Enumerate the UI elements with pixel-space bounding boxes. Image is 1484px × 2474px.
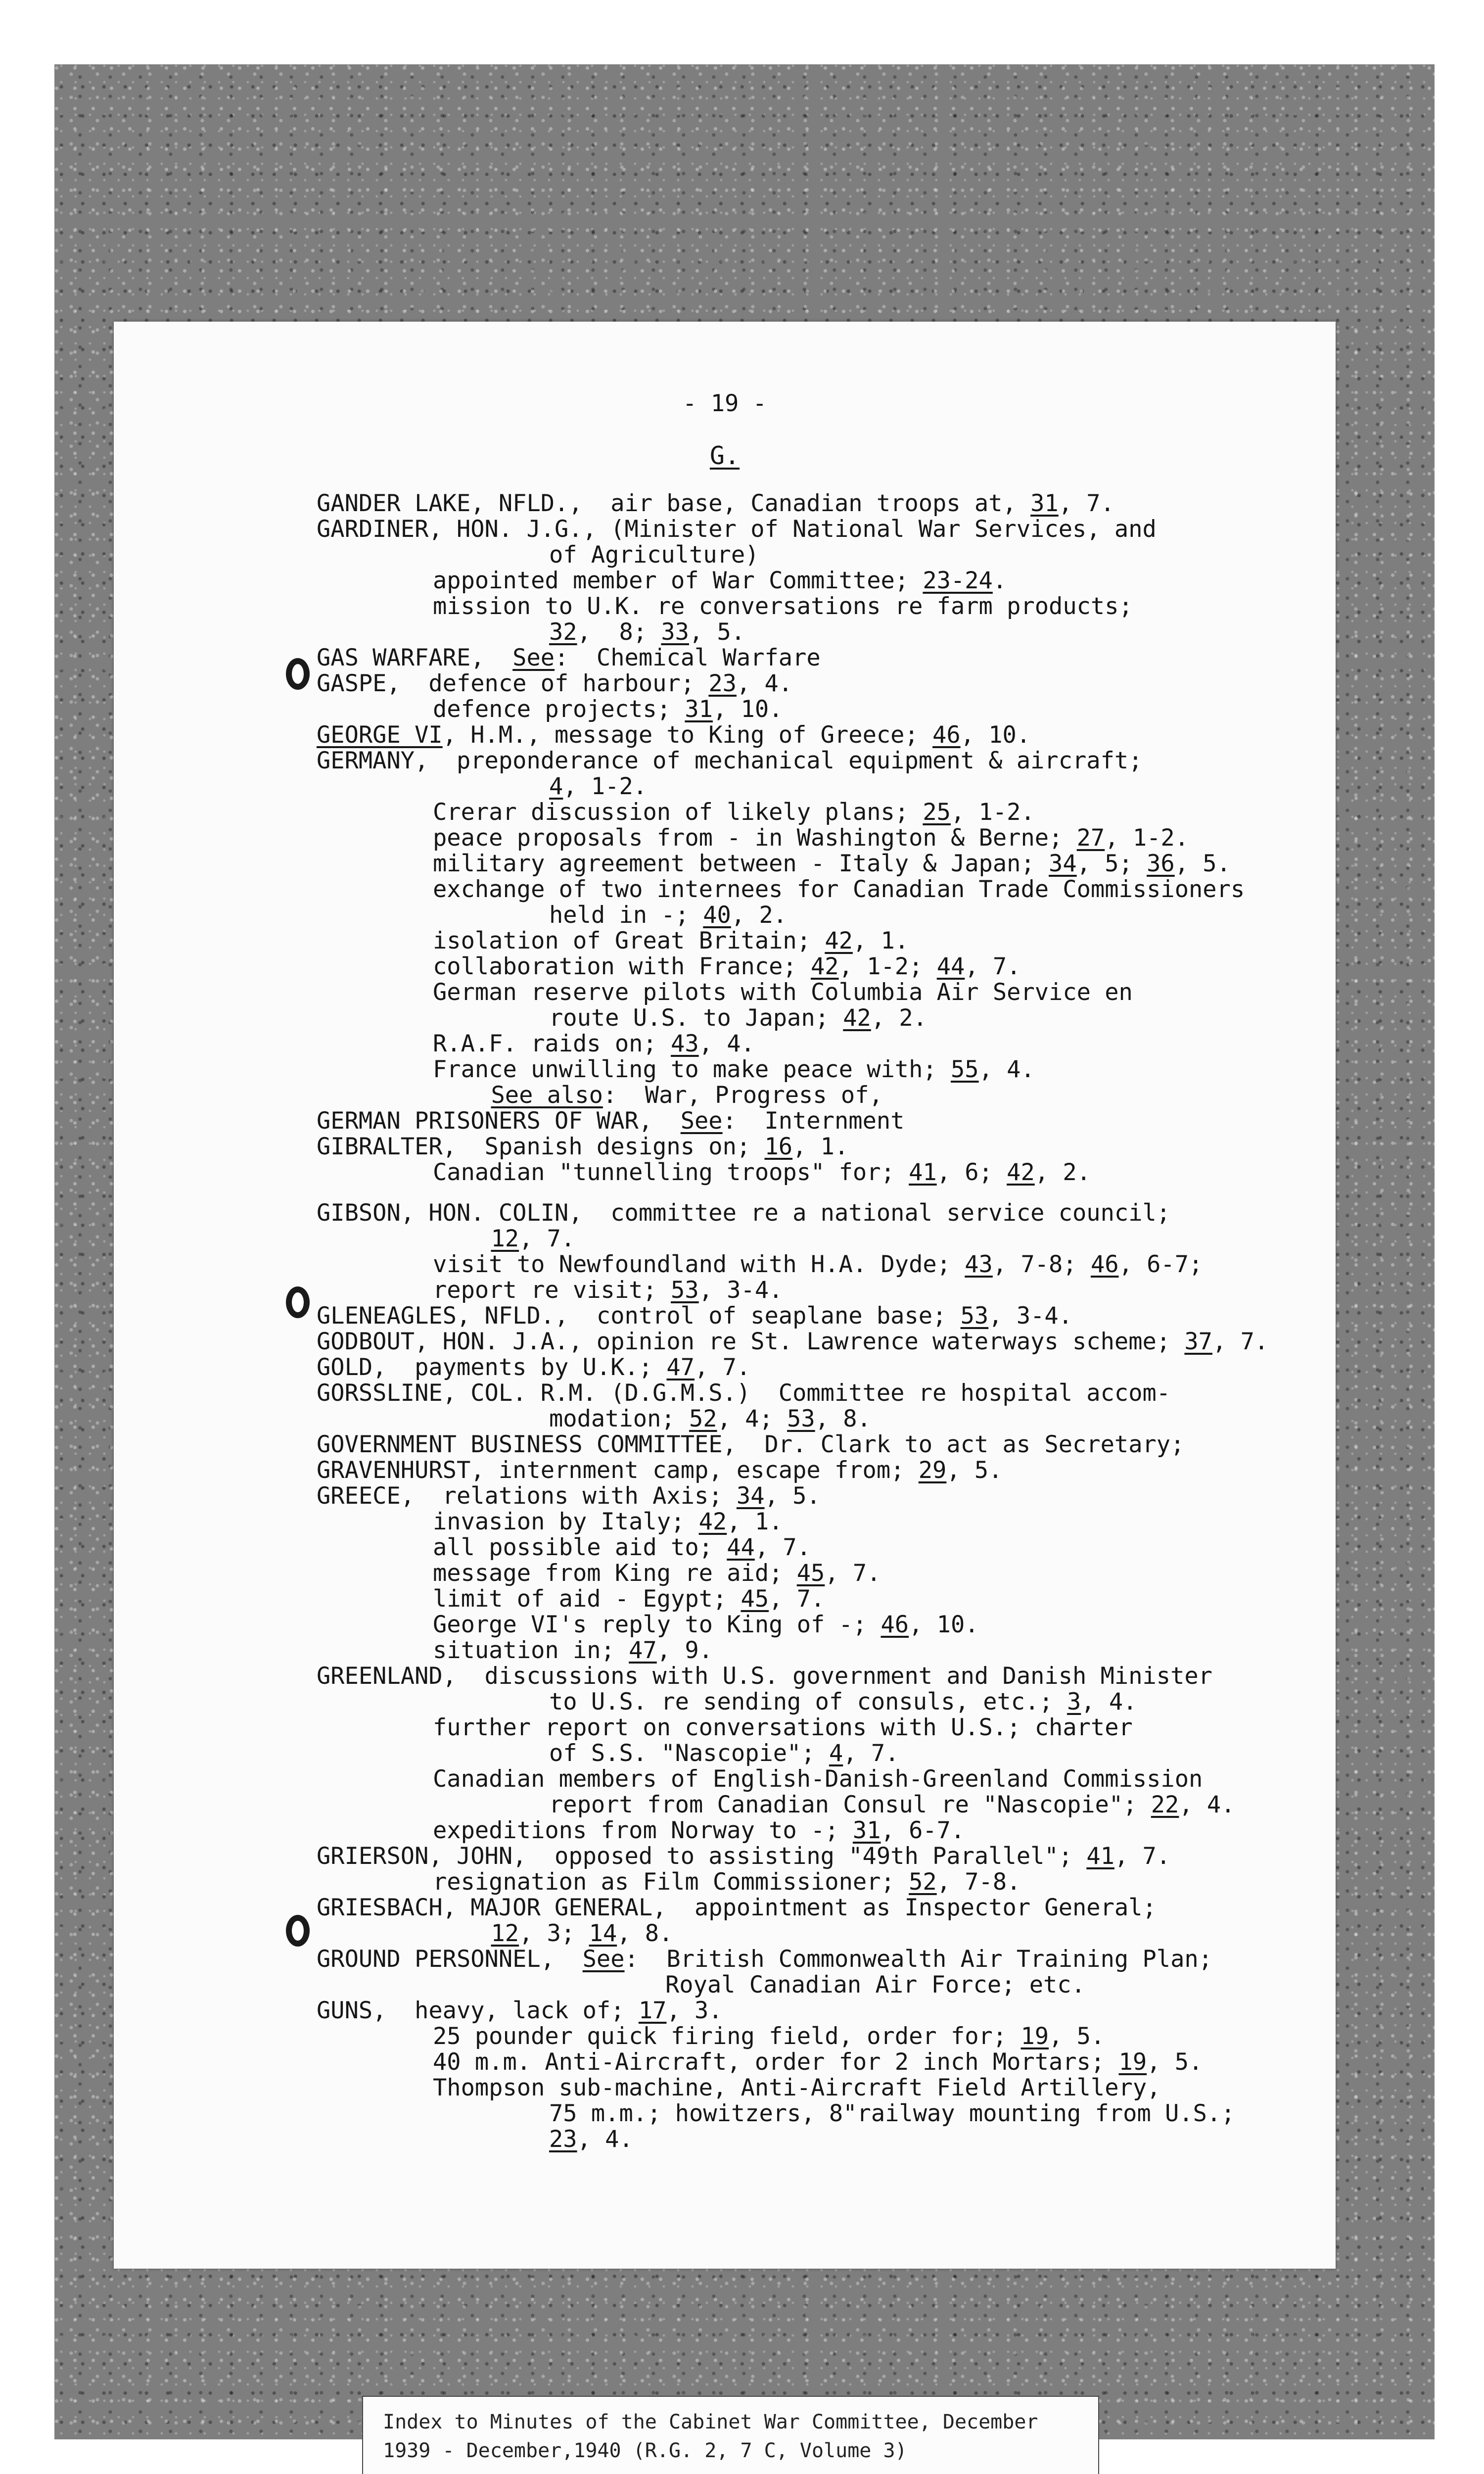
- index-entry-line: [549, 774, 647, 800]
- index-reference: 46: [881, 1611, 909, 1638]
- index-entry-line: [433, 1715, 1133, 1741]
- index-reference: 53: [960, 1302, 989, 1330]
- index-text: , 3-4.: [698, 1277, 783, 1304]
- index-text: , 1-2.: [950, 799, 1035, 826]
- index-entry-line: [433, 1057, 1035, 1083]
- index-reference: 52: [909, 1868, 937, 1896]
- index-text: collaboration with France;: [433, 953, 811, 980]
- index-text: GIBRALTER, Spanish designs on;: [317, 1133, 765, 1160]
- index-entry-line: [549, 2127, 633, 2152]
- index-entry-line: [549, 619, 745, 645]
- index-text: 25 pounder quick firing field, order for;: [433, 2023, 1021, 2050]
- index-text: of Agriculture): [549, 541, 759, 569]
- index-text: GROUND PERSONNEL,: [317, 1946, 583, 1973]
- index-reference: 22: [1151, 1791, 1179, 1818]
- index-reference: 44: [936, 953, 965, 980]
- index-text: , 7.: [843, 1740, 899, 1767]
- index-reference: 42: [698, 1508, 727, 1535]
- index-text: GRIERSON, JOHN, opposed to assisting "49th Parallel";: [317, 1843, 1087, 1870]
- index-entry-line: [317, 645, 821, 671]
- index-text: , 4.: [1081, 1688, 1137, 1715]
- index-text: GREENLAND, discussions with U.S. government and Danish Minister: [317, 1663, 1212, 1690]
- index-text: R.A.F. raids on;: [433, 1030, 671, 1057]
- index-text: GORSSLINE, COL. R.M. (D.G.M.S.) Committee re hospital accom-: [317, 1380, 1171, 1407]
- index-text: : War, Progress of,: [603, 1082, 883, 1109]
- section-letter: G.: [709, 441, 740, 470]
- index-text: , 7.: [1114, 1843, 1171, 1870]
- index-text: exchange of two internees for Canadian Trade Commissioners: [433, 876, 1245, 903]
- index-entry-line: [549, 1792, 1235, 1818]
- index-entry-line: [433, 2024, 1105, 2049]
- index-entry-line: [433, 1638, 713, 1664]
- index-reference: 4: [549, 773, 563, 800]
- index-entry-line: [317, 1134, 848, 1160]
- index-reference: 55: [950, 1056, 979, 1083]
- index-text: , 6;: [936, 1159, 1007, 1186]
- index-text: , 5.: [946, 1457, 1003, 1484]
- index-text: isolation of Great Britain;: [433, 927, 825, 954]
- index-text: , 7.: [965, 953, 1021, 980]
- index-reference: 34: [736, 1482, 765, 1510]
- index-text: GERMAN PRISONERS OF WAR,: [317, 1107, 681, 1135]
- index-text: appointed member of War Committee;: [433, 567, 923, 594]
- index-text: GOVERNMENT BUSINESS COMMITTEE, Dr. Clark to act as Secretary;: [317, 1431, 1185, 1458]
- index-text: , 10.: [712, 696, 783, 723]
- index-text: GREECE, relations with Axis;: [317, 1482, 737, 1510]
- index-text: GLENEAGLES, NFLD., control of seaplane base;: [317, 1302, 961, 1330]
- index-text: peace proposals from - in Washington & Berne;: [433, 824, 1077, 852]
- index-text: , 1.: [852, 927, 909, 954]
- index-entry-line: [491, 1083, 883, 1108]
- index-reference: 17: [638, 1997, 667, 2024]
- index-text: GUNS, heavy, lack of;: [317, 1997, 639, 2024]
- index-text: , 6-7;: [1118, 1251, 1203, 1278]
- index-entry-line: [317, 1380, 1170, 1406]
- index-entry-line: [491, 1921, 673, 1947]
- index-entry-line: [433, 851, 1231, 877]
- index-reference: 47: [666, 1354, 695, 1381]
- index-text: GODBOUT, HON. J.A., opinion re St. Lawrence waterways scheme;: [317, 1328, 1185, 1355]
- index-entry-line: [317, 671, 792, 697]
- index-reference: 46: [932, 721, 961, 749]
- index-reference: 23: [549, 2126, 577, 2153]
- index-entry-line: [433, 1612, 979, 1638]
- index-text: , 8.: [617, 1920, 673, 1947]
- index-entry-line: [433, 1160, 1091, 1186]
- index-text: , 10.: [909, 1611, 979, 1638]
- index-text: further report on conversations with U.S.; charter: [433, 1714, 1133, 1741]
- index-text: , 1-2;: [838, 953, 937, 980]
- index-entry-line: [317, 1200, 1170, 1226]
- index-text: , 5.: [1174, 850, 1231, 877]
- index-entry-line: [549, 1741, 899, 1766]
- index-reference: 45: [796, 1560, 825, 1587]
- index-entry-line: [433, 568, 1007, 594]
- index-text: resignation as Film Commissioner;: [433, 1868, 909, 1896]
- index-text: , 7-8.: [936, 1868, 1021, 1896]
- page-number: - 19 -: [683, 390, 767, 417]
- index-reference: 23-24: [923, 567, 993, 594]
- index-text: , 1-2.: [1105, 824, 1189, 852]
- index-text: GERMANY, preponderance of mechanical equipment & aircraft;: [317, 747, 1143, 774]
- index-entry-line: [317, 722, 1030, 748]
- index-text: , 1-2.: [563, 773, 648, 800]
- index-text: , 4.: [978, 1056, 1035, 1083]
- index-text: , 8.: [815, 1405, 871, 1432]
- index-text: , 7.: [769, 1585, 825, 1613]
- index-text: , 7.: [1212, 1328, 1269, 1355]
- index-reference: 52: [689, 1405, 717, 1432]
- index-entry-line: [433, 1031, 755, 1057]
- index-entry-line: [317, 1947, 1212, 1972]
- index-entry-line: [433, 825, 1189, 851]
- index-text: report from Canadian Consul re "Nascopie";: [549, 1791, 1151, 1818]
- index-text: : Chemical Warfare: [555, 644, 821, 671]
- index-text: GANDER LAKE, NFLD., air base, Canadian troops at,: [317, 490, 1031, 517]
- index-text: mission to U.K. re conversations re farm products;: [433, 593, 1133, 620]
- index-text: to U.S. re sending of consuls, etc.;: [549, 1688, 1067, 1715]
- index-reference: 16: [764, 1133, 793, 1160]
- index-entry-line: [433, 1586, 825, 1612]
- index-text: , 4.: [577, 2126, 633, 2153]
- index-reference: 42: [825, 927, 853, 954]
- index-reference: 12: [491, 1920, 519, 1947]
- index-text: , 7.: [825, 1560, 881, 1587]
- index-reference: 53: [671, 1277, 699, 1304]
- index-entry-line: [433, 1252, 1203, 1278]
- index-entry-line: [317, 491, 1114, 517]
- index-text: visit to Newfoundland with H.A. Dyde;: [433, 1251, 965, 1278]
- index-entry-line: [317, 1664, 1212, 1689]
- index-entry-line: [433, 2049, 1203, 2075]
- index-text: , 10.: [960, 721, 1031, 749]
- index-entry-line: [549, 903, 787, 928]
- index-text: , 4.: [698, 1030, 755, 1057]
- index-text: modation;: [549, 1405, 689, 1432]
- index-text: , 7.: [695, 1354, 751, 1381]
- index-entry-line: [317, 1108, 904, 1134]
- archive-label: [362, 2396, 1099, 2474]
- index-reference: 25: [923, 799, 951, 826]
- index-entry-line: [549, 1406, 871, 1432]
- index-text: Crerar discussion of likely plans;: [433, 799, 923, 826]
- index-entry-line: [317, 1483, 821, 1509]
- index-text: report re visit;: [433, 1277, 671, 1304]
- index-entry-line: [433, 928, 909, 954]
- index-text: , 7.: [754, 1534, 811, 1561]
- index-entry-line: [433, 697, 783, 722]
- index-text: , 1.: [792, 1133, 849, 1160]
- index-text: German reserve pilots with Columbia Air Service en: [433, 979, 1133, 1006]
- index-entry-line: [433, 1278, 783, 1303]
- index-text: , 5.: [764, 1482, 821, 1510]
- index-text: GRAVENHURST, internment camp, escape from;: [317, 1457, 919, 1484]
- index-reference: 14: [589, 1920, 617, 1947]
- index-reference: 53: [787, 1405, 815, 1432]
- punch-hole-bottom: [286, 1915, 310, 1947]
- index-reference: 37: [1184, 1328, 1212, 1355]
- index-text: GASPE, defence of harbour;: [317, 670, 709, 697]
- index-reference: 23: [708, 670, 737, 697]
- index-text: GARDINER, HON. J.G., (Minister of National War Services, and: [317, 516, 1157, 543]
- index-text: .: [992, 567, 1007, 594]
- index-text: , 2.: [871, 1004, 928, 1032]
- index-entry-line: [317, 1355, 750, 1380]
- index-reference: 32: [549, 618, 577, 646]
- index-text: France unwilling to make peace with;: [433, 1056, 951, 1083]
- index-entry-line: [491, 1226, 575, 1252]
- index-text: , 6-7.: [881, 1817, 965, 1844]
- index-text: , H.M., message to King of Greece;: [442, 721, 933, 749]
- index-text: , 4.: [736, 670, 793, 697]
- index-text: , 2.: [731, 902, 788, 929]
- index-text: , 5.: [689, 618, 745, 646]
- index-text: Thompson sub-machine, Anti-Aircraft Field Artillery,: [433, 2074, 1161, 2101]
- punch-hole-top: [286, 658, 310, 690]
- index-entry-line: [433, 1561, 881, 1586]
- index-text: , 3-4.: [988, 1302, 1073, 1330]
- index-entry-line: [433, 1818, 965, 1844]
- index-text: route U.S. to Japan;: [549, 1004, 843, 1032]
- index-text: : Internment: [722, 1107, 905, 1135]
- index-reference: 40: [703, 902, 731, 929]
- punch-hole-middle: [286, 1286, 310, 1318]
- index-entry-line: [317, 1303, 1072, 1329]
- index-entry-line: [317, 1329, 1268, 1355]
- index-text: military agreement between - Italy & Japan;: [433, 850, 1049, 877]
- index-reference: 42: [843, 1004, 871, 1032]
- index-reference: See: [512, 644, 555, 671]
- index-entry-line: [433, 980, 1133, 1005]
- index-entry-line: [317, 748, 1143, 774]
- index-text: , 4;: [717, 1405, 788, 1432]
- label-line-2: 1939 - December,1940 (R.G. 2, 7 C, Volume 3): [383, 2439, 907, 2462]
- index-entry-line: [665, 1972, 1085, 1998]
- index-text: , 2.: [1034, 1159, 1091, 1186]
- index-entry-line: [317, 1844, 1170, 1869]
- index-text: , 4.: [1179, 1791, 1235, 1818]
- index-text: Royal Canadian Air Force; etc.: [665, 1971, 1085, 1998]
- index-text: , 7.: [519, 1225, 575, 1252]
- index-reference: 43: [671, 1030, 699, 1057]
- index-entry-line: [433, 1869, 1020, 1895]
- index-reference: 33: [661, 618, 689, 646]
- index-text: all possible aid to;: [433, 1534, 727, 1561]
- index-entry-line: [433, 2075, 1160, 2101]
- index-text: , 7.: [1058, 490, 1114, 517]
- index-entry-line: [549, 2101, 1235, 2127]
- index-entry-line: [549, 1689, 1137, 1715]
- index-entry-line: [317, 1458, 1003, 1483]
- index-text: GAS WARFARE,: [317, 644, 513, 671]
- index-entry-line: [317, 1998, 723, 2024]
- index-reference: 43: [965, 1251, 993, 1278]
- index-reference: 46: [1090, 1251, 1119, 1278]
- index-text: 40 m.m. Anti-Aircraft, order for 2 inch Mortars;: [433, 2048, 1119, 2076]
- index-reference: 31: [852, 1817, 881, 1844]
- index-text: , 3.: [666, 1997, 723, 2024]
- index-reference: 29: [918, 1457, 947, 1484]
- index-text: : British Commonwealth Air Training Plan;: [624, 1946, 1212, 1973]
- index-reference: 31: [1030, 490, 1059, 517]
- index-text: , 5;: [1076, 850, 1147, 877]
- index-text: , 7-8;: [992, 1251, 1091, 1278]
- index-entry-line: [433, 1509, 783, 1535]
- index-reference: 27: [1076, 824, 1105, 852]
- index-text: expeditions from Norway to -;: [433, 1817, 853, 1844]
- index-entry-line: [549, 1005, 927, 1031]
- index-text: GIBSON, HON. COLIN, committee re a national service council;: [317, 1199, 1171, 1227]
- index-page: [114, 322, 1336, 2269]
- index-entry-line: [433, 800, 1035, 825]
- index-reference: 41: [1086, 1843, 1114, 1870]
- index-reference: 44: [727, 1534, 755, 1561]
- index-reference: 34: [1049, 850, 1077, 877]
- index-reference: 42: [1007, 1159, 1035, 1186]
- index-text: , 5.: [1049, 2023, 1105, 2050]
- index-text: GRIESBACH, MAJOR GENERAL, appointment as Inspector General;: [317, 1894, 1157, 1921]
- index-reference: 12: [491, 1225, 519, 1252]
- index-reference: 41: [909, 1159, 937, 1186]
- index-reference: 19: [1020, 2023, 1049, 2050]
- index-reference: GEORGE VI: [317, 721, 443, 749]
- index-reference: 42: [811, 953, 839, 980]
- label-line-1: Index to Minutes of the Cabinet War Committee, December: [383, 2411, 1038, 2433]
- index-text: Canadian "tunnelling troops" for;: [433, 1159, 909, 1186]
- index-text: situation in;: [433, 1637, 629, 1664]
- index-text: GOLD, payments by U.K.;: [317, 1354, 667, 1381]
- index-entry-line: [549, 542, 759, 568]
- index-reference: 47: [629, 1637, 657, 1664]
- index-text: , 3;: [519, 1920, 589, 1947]
- index-text: message from King re aid;: [433, 1560, 797, 1587]
- index-text: invasion by Italy;: [433, 1508, 699, 1535]
- index-entry-line: [317, 517, 1157, 542]
- index-entry-line: [317, 1895, 1157, 1921]
- index-reference: 45: [741, 1585, 769, 1613]
- index-text: of S.S. "Nascopie";: [549, 1740, 829, 1767]
- index-text: 75 m.m.; howitzers, 8"railway mounting from U.S.;: [549, 2100, 1235, 2127]
- index-text: , 9.: [656, 1637, 713, 1664]
- index-entry-line: [433, 594, 1133, 619]
- index-entry-line: [433, 1766, 1203, 1792]
- index-text: George VI's reply to King of -;: [433, 1611, 881, 1638]
- index-text: limit of aid - Egypt;: [433, 1585, 741, 1613]
- index-reference: 4: [829, 1740, 843, 1767]
- index-text: held in -;: [549, 902, 703, 929]
- index-reference: 3: [1067, 1688, 1081, 1715]
- index-reference: 31: [685, 696, 713, 723]
- index-entry-line: [433, 954, 1020, 980]
- index-reference: 36: [1147, 850, 1175, 877]
- index-reference: See: [582, 1946, 625, 1973]
- index-reference: See also: [491, 1082, 603, 1109]
- index-text: defence projects;: [433, 696, 685, 723]
- index-reference: See: [680, 1107, 723, 1135]
- index-entry-line: [433, 1535, 811, 1561]
- index-text: , 1.: [727, 1508, 783, 1535]
- index-text: , 5.: [1147, 2048, 1203, 2076]
- index-entry-line: [317, 1432, 1184, 1458]
- index-entry-line: [433, 877, 1245, 903]
- index-reference: 19: [1118, 2048, 1147, 2076]
- index-text: , 8;: [577, 618, 661, 646]
- index-text: Canadian members of English-Danish-Greenland Commission: [433, 1765, 1203, 1793]
